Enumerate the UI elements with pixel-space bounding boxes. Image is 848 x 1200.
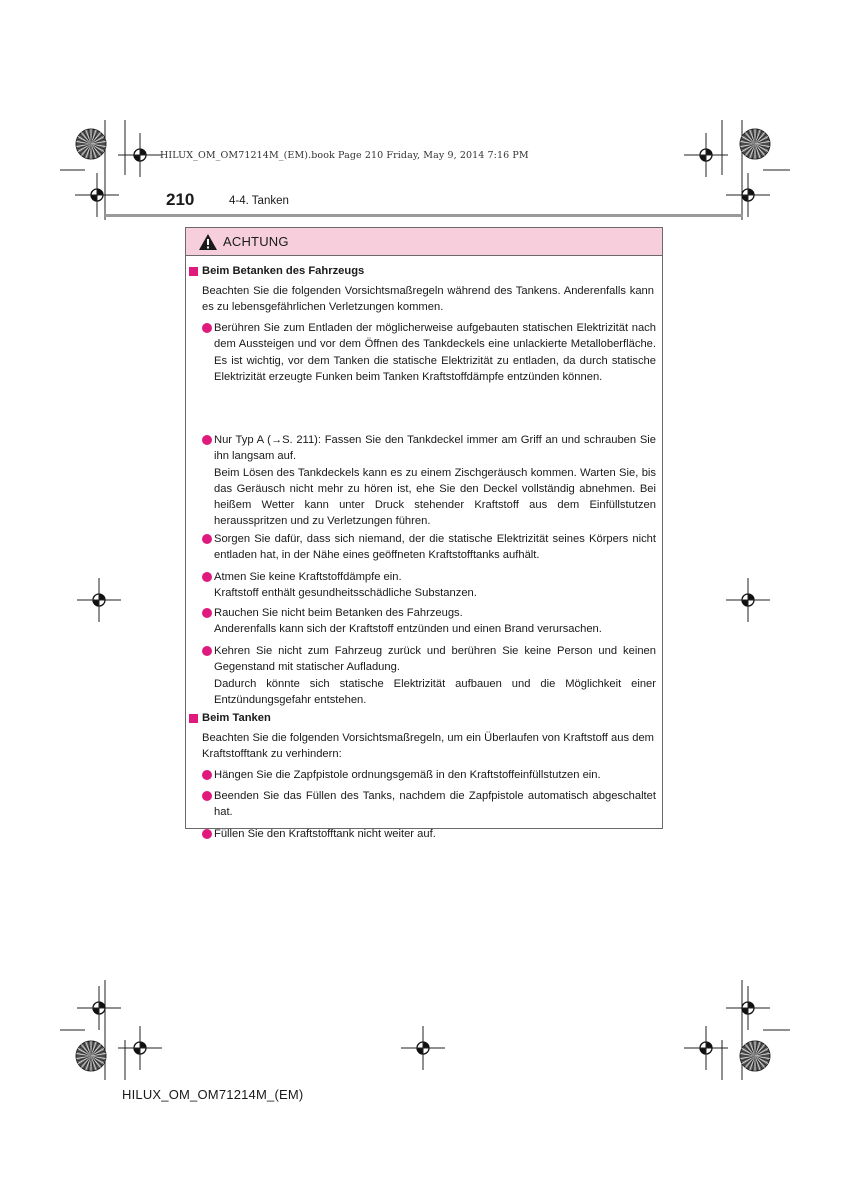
header-rule	[105, 214, 743, 217]
bullet-dot-icon	[202, 323, 212, 333]
list-item	[202, 643, 656, 708]
section-heading	[189, 712, 271, 724]
bullet-text: Hängen Sie die Zapfpistole ordnungsgemäß in den Kraftstoffeinfüllstutzen ein.	[214, 769, 601, 781]
caution-title: ACHTUNG	[223, 234, 289, 249]
square-bullet-icon	[189, 267, 198, 276]
bullet-text: Anderenfalls kann sich der Kraftstoff entzünden und einen Brand verursachen.	[214, 623, 602, 636]
list-item	[202, 531, 656, 564]
star-target-icon	[740, 1041, 770, 1071]
print-info: HILUX_OM_OM71214M_(EM).book Page 210 Friday, May 9, 2014 7:16 PM	[160, 150, 529, 161]
page-number: 210	[166, 190, 195, 209]
caution-box	[185, 227, 663, 840]
square-bullet-icon	[189, 714, 198, 723]
bullet-text: Atmen Sie keine Kraftstoffdämpfe ein.	[214, 571, 402, 583]
star-target-icon	[76, 129, 106, 159]
bullet-text: Rauchen Sie nicht beim Betanken des Fahrzeugs.	[214, 607, 463, 619]
bullet-text: Sorgen Sie dafür, dass sich niemand, der die statische Elektrizität seines Körpers nicht entladen hat, in der Nähe eines geöffneten Kraftstofftanks aufhält.	[214, 533, 656, 562]
section-heading-text: Beim Betanken des Fahrzeugs	[202, 265, 365, 277]
bullet-text: Kraftstoff enthält gesundheitsschädliche Substanzen.	[214, 587, 477, 600]
bullet-dot-icon	[202, 608, 212, 618]
footer-code: HILUX_OM_OM71214M_(EM)	[122, 1087, 304, 1102]
bullet-text: Dadurch könnte sich statische Elektrizität aufbauen und die Möglichkeit einer Entzündungsgefahr entstehen.	[214, 677, 656, 706]
section-heading-text: Beim Tanken	[202, 712, 271, 724]
warning-triangle-icon	[198, 233, 218, 251]
list-item	[202, 788, 656, 821]
section-heading	[189, 265, 364, 277]
caution-header	[186, 228, 662, 256]
list-item	[202, 605, 656, 638]
list-item	[202, 432, 656, 530]
bullet-dot-icon	[202, 791, 212, 801]
bullet-dot-icon	[202, 435, 212, 445]
star-target-icon	[76, 1041, 106, 1071]
bullet-dot-icon	[202, 770, 212, 780]
bullet-text: Nur Typ A (→S. 211): Fassen Sie den Tankdeckel immer am Griff an und schrauben Sie ihn langsam auf.	[214, 434, 656, 463]
bullet-dot-icon	[202, 572, 212, 582]
bullet-dot-icon	[202, 829, 212, 839]
bullet-dot-icon	[202, 534, 212, 544]
section-title: 4-4. Tanken	[229, 195, 289, 207]
bullet-text: Kehren Sie nicht zum Fahrzeug zurück und berühren Sie keine Person und keinen Gegenstand mit statischer Aufladung.	[214, 645, 656, 674]
star-target-icon	[740, 129, 770, 159]
bullet-text: Füllen Sie den Kraftstofftank nicht weiter auf.	[214, 828, 436, 840]
bullet-text: Beim Lösen des Tankdeckels kann es zu einem Zischgeräusch kommen. Warten Sie, bis das Geräusch nicht mehr zu hören ist, ehe Sie den Deckel vollständig abnehmen. Bei heißem Wetter kann unter Druck stehender Kraftstoff aus dem Einfüllstutzen herausspritzen und zu Verletzungen führen.	[214, 466, 656, 528]
bullet-dot-icon	[202, 646, 212, 656]
bullet-text: Berühren Sie zum Entladen der möglicherweise aufgebauten statischen Elektrizität nach dem Aussteigen und vor dem Öffnen des Tankdeckels eine unlackierte Metalloberfläche. Es ist wichtig, vor dem Tanken die statische Elektrizität zu entladen, da durch statische Elektrizität erzeugte Funken beim Tanken Kraftstoffdämpfe entzünden können.	[214, 322, 656, 383]
list-item	[202, 320, 656, 385]
section-intro: Beachten Sie die folgenden Vorsichtsmaßregeln, um ein Überlaufen von Kraftstoff aus dem Kraftstofftank zu verhindern:	[202, 732, 654, 761]
bullet-text: Beenden Sie das Füllen des Tanks, nachdem die Zapfpistole automatisch abgeschaltet hat.	[214, 790, 656, 819]
list-item	[202, 826, 656, 842]
list-item	[202, 767, 656, 783]
list-item	[202, 569, 656, 602]
section-intro: Beachten Sie die folgenden Vorsichtsmaßregeln während des Tankens. Anderenfalls kann es zu lebensgefährlichen Verletzungen kommen.	[202, 285, 654, 314]
